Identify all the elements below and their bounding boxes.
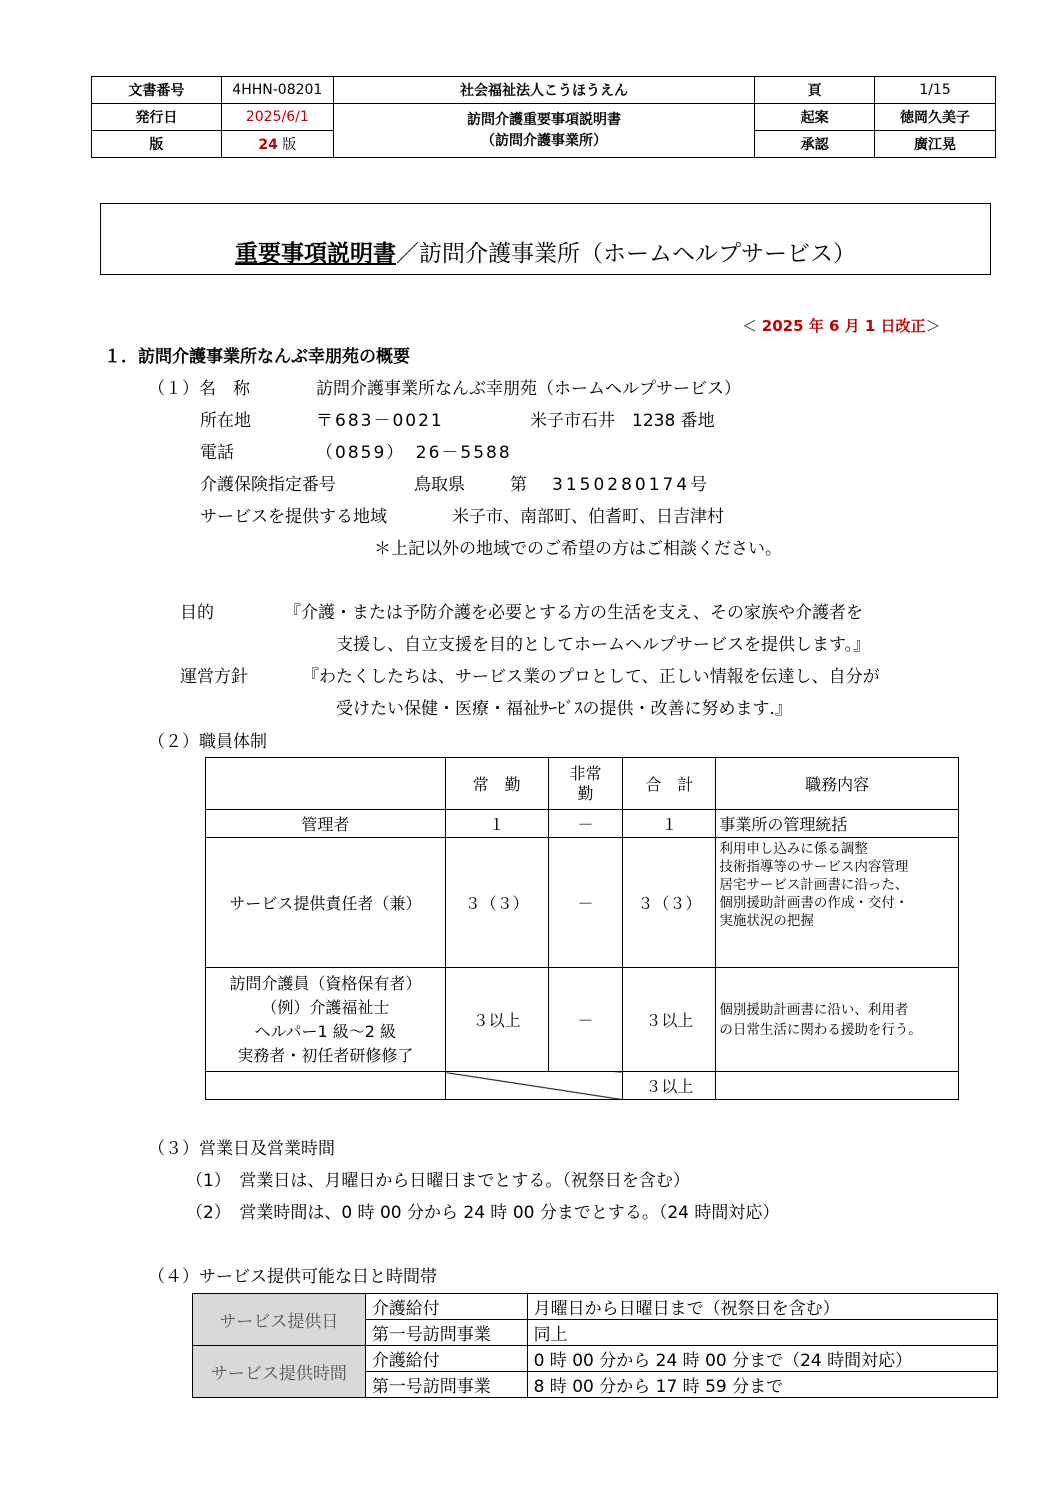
page-value: 1/15	[875, 77, 996, 104]
staff-role: サービス提供責任者（兼）	[206, 838, 446, 968]
doc-number: 4HHN-08201	[221, 77, 333, 104]
address-label: 所在地	[200, 411, 251, 431]
service-day-visit: 同上	[527, 1320, 997, 1346]
org-name: 社会福祉法人こうほうえん	[333, 77, 754, 104]
name-label: （１）名 称	[148, 379, 250, 399]
staff-header-full: 常 勤	[445, 758, 548, 810]
revision-note	[742, 315, 941, 337]
policy-label: 運営方針	[180, 667, 248, 687]
service-visit-label: 第一号訪問事業	[365, 1320, 527, 1346]
doc-number-label: 文書番号	[92, 77, 222, 104]
title-box	[100, 203, 991, 275]
staff-part: －	[548, 968, 623, 1072]
staff-header-duty: 職務内容	[716, 758, 959, 810]
table-row	[206, 1072, 959, 1100]
service-time-care: 0 時 00 分から 24 時 00 分まで（24 時間対応）	[527, 1346, 997, 1372]
issue-label: 発行日	[92, 104, 222, 131]
service-time-visit: 8 時 00 分から 17 時 59 分まで	[527, 1372, 997, 1398]
purpose-label: 目的	[180, 603, 214, 623]
policy-line1: 『わたくしたちは、サービス業のプロとして、正しい情報を伝達し、自分が	[302, 667, 880, 687]
name-value: 訪問介護事業所なんぶ幸朋苑（ホームヘルプサービス）	[316, 379, 741, 399]
policy-line2: 受けたい保健・医療・福祉ｻｰﾋﾞｽの提供・改善に努めます.』	[336, 699, 792, 719]
staff-total-duty-blank	[716, 1072, 959, 1100]
staff-full: １	[445, 810, 548, 838]
service-day-head: サービス提供日	[193, 1294, 366, 1346]
service-day-care: 月曜日から日曜日まで（祝祭日を含む）	[527, 1294, 997, 1320]
purpose-line1: 『介護・または予防介護を必要とする方の生活を支え、その家族や介護者を	[284, 603, 864, 623]
title-sub: ／訪問介護事業所（ホームヘルプサービス）	[396, 241, 856, 267]
staff-header-total: 合 計	[623, 758, 716, 810]
table-row	[206, 968, 959, 1072]
draft-label: 起案	[755, 104, 875, 131]
section3-item1: （1） 営業日は、月曜日から日曜日までとする。（祝祭日を含む）	[186, 1171, 690, 1191]
approve-label: 承認	[755, 131, 875, 158]
staff-heading: （２）職員体制	[148, 732, 267, 752]
staff-total-blank	[206, 1072, 446, 1100]
doc-title-line1: 訪問介護重要事項説明書	[467, 111, 621, 128]
revision-close: ＞	[925, 317, 941, 335]
doc-title	[333, 104, 754, 158]
section4-heading: （４）サービス提供可能な日と時間帯	[148, 1267, 437, 1287]
version-suffix: 版	[282, 137, 297, 153]
revision-text: 2025 年 6 月 1 日改正	[761, 317, 926, 335]
address-value: 米子市石井 1238 番地	[530, 411, 715, 431]
staff-header-part: 非常 勤	[548, 758, 623, 810]
version-label: 版	[92, 131, 222, 158]
staff-total-diagonal	[445, 1072, 623, 1100]
revision-open: ＜	[742, 317, 758, 335]
staff-role: 管理者	[206, 810, 446, 838]
section1-heading: １．訪問介護事業所なんぶ幸朋苑の概要	[104, 347, 410, 367]
service-time-head: サービス提供時間	[193, 1346, 366, 1398]
insurance-dai: 第	[510, 475, 527, 495]
staff-full: ３（３）	[445, 838, 548, 968]
table-row	[206, 838, 959, 968]
service-care-label: 介護給付	[365, 1346, 527, 1372]
staff-full: ３以上	[445, 968, 548, 1072]
staff-part: －	[548, 838, 623, 968]
staff-total: １	[623, 810, 716, 838]
staff-table	[205, 757, 959, 1100]
service-care-label: 介護給付	[365, 1294, 527, 1320]
draft-name: 徳岡久美子	[875, 104, 996, 131]
page-label: 頁	[755, 77, 875, 104]
document-header-table	[91, 76, 996, 158]
staff-total-value: ３以上	[623, 1072, 716, 1100]
service-table	[192, 1293, 998, 1398]
staff-duty: 事業所の管理統括	[716, 810, 959, 838]
tel-value: （0859） 26－5588	[316, 443, 512, 463]
insurance-label: 介護保険指定番号	[200, 475, 336, 495]
staff-duty: 個別援助計画書に沿い、利用者 の日常生活に関わる援助を行う。	[716, 968, 959, 1072]
staff-part: －	[548, 810, 623, 838]
staff-total: ３以上	[623, 968, 716, 1072]
address-zip: 〒683－0021	[316, 411, 444, 431]
title-main: 重要事項説明書	[235, 241, 396, 267]
area-value: 米子市、南部町、伯耆町、日吉津村	[452, 507, 724, 527]
tel-label: 電話	[200, 443, 234, 463]
area-note: ＊上記以外の地域でのご希望の方はご相談ください。	[374, 539, 782, 559]
insurance-number: 3150280174号	[552, 475, 711, 495]
doc-title-line2: （訪問介護事業所）	[481, 132, 607, 149]
version-num: 24	[258, 137, 278, 153]
purpose-line2: 支援し、自立支援を目的としてホームヘルプサービスを提供します。』	[336, 635, 871, 655]
service-visit-label: 第一号訪問事業	[365, 1372, 527, 1398]
table-row	[206, 810, 959, 838]
staff-header-blank	[206, 758, 446, 810]
section3-heading: （３）営業日及営業時間	[148, 1139, 335, 1159]
staff-total: ３（３）	[623, 838, 716, 968]
area-label: サービスを提供する地域	[200, 507, 387, 527]
section3-item2: （2） 営業時間は、0 時 00 分から 24 時 00 分までとする。（24 時間対応）	[186, 1203, 780, 1223]
staff-duty: 利用申し込みに係る調整 技術指導等のサービス内容管理 居宅サービス計画書に沿った、 個別援助計画書の作成・交付・ 実施状況の把握	[716, 838, 959, 968]
staff-role: 訪問介護員（資格保有者） （例）介護福祉士 ヘルパー1 級～2 級 実務者・初任者研修修了	[206, 968, 446, 1072]
version-value	[221, 131, 333, 158]
insurance-pref: 鳥取県	[414, 475, 465, 495]
approve-name: 廣江晃	[875, 131, 996, 158]
issue-date: 2025/6/1	[221, 104, 333, 131]
